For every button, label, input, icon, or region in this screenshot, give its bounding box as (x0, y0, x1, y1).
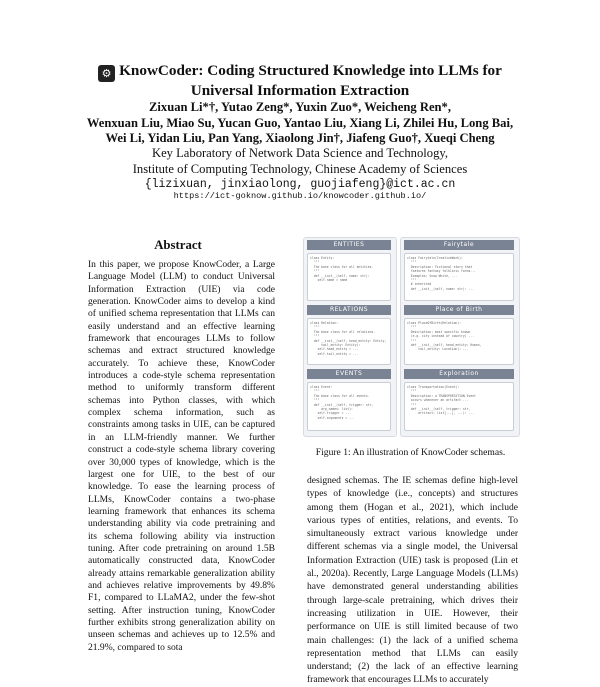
figure-1 (303, 237, 518, 437)
authors-line-2: Wenxuan Liu, Miao Su, Yucan Guo, Yantao Liu, Xiang Li, Zhilei Hu, Long Bai, (86, 115, 514, 130)
affiliation-line-1: Key Laboratory of Network Data Science and Technology, (151, 146, 448, 160)
code-box-relation: class Relation: """ The base class for all relations. """ def __init__(self, head_entity: Entity, tail_entity: Entity): self.head_entity = ... self.tail_entity = ... (307, 318, 391, 365)
figure-header-entities: ENTITIES (307, 240, 391, 250)
authors-line-3: Wei Li, Yidan Liu, Pan Yang, Xiaolong Jin†, Jiafeng Guo†, Xueqi Cheng (105, 131, 495, 145)
affiliation (0, 146, 600, 193)
figure-header-fairytale: Fairytale (404, 240, 514, 250)
affiliation-line-2: Institute of Computing Technology, Chinese Academy of Sciences (132, 161, 468, 176)
authors-line-1: Zixuan Li*†, Yutao Zeng*, Yuxin Zuo*, Weicheng Ren*, (149, 100, 451, 114)
code-box-entity: class Entity: """ The base class for all entities. """ def __init__(self, name: str): self.name = name (307, 253, 391, 301)
abstract-text: In this paper, we propose KnowCoder, a Large Language Model (LLM) to conduct Universal Information Extraction (UIE) via code generation. KnowCoder aims to develop a kind of unified schema representation that LLMs can easily understand and an effective learning framework that encourages LLMs to follow schemas and extract structured knowledge accurately. To achieve these, KnowCoder introduces a code-style schema representation method to uniformly transform different schemas into Python classes, with which complex schema information, such as constraints among tasks in UIE, can be captured in an LLM-friendly manner. We further construct a code-style schema library covering over 30,000 types of knowledge, which is the largest one for UIE, to the best of our knowledge. To ease the learning process of LLMs, KnowCoder contains a two-phase learning framework that enhances its schema understanding ability via code pretraining and its schema following ability via instruction tuning. After code pretraining on around 1.5B automatically constructed data, KnowCoder already attains remarkable generalization ability and achieves relative improvements by 49.8% F1, compared to LLaMA2, under the few-shot setting. After instruction tuning, KnowCoder further exhibits strong generalization ability on unseen schemas and achieves up to 12.5% and 21.9%, compared to sota (88, 259, 275, 653)
code-box-event: class Event: """ The base class for all events. """ def __init__(self, trigger: str, arg_names: list): self.trigger = ... self.arguments = ... (307, 382, 391, 431)
code-box-fairytale: class Fairytale(CreativeWork): """ Description: Fictional story that features fantasy folkloric forms... Examples: Snow White, ... """ # inherited def __init__(self, name: str): ... (404, 253, 514, 301)
title-line-2: Universal Information Extraction (190, 82, 410, 99)
author-emails: {lizixuan, jinxiaolong, guojiafeng}@ict.ac.cn (144, 178, 456, 191)
paper-title (0, 62, 600, 100)
figure-header-exploration: Exploration (404, 369, 514, 379)
knowcoder-logo-icon: ⚙ (98, 65, 115, 82)
title-line-1: KnowCoder: Coding Structured Knowledge into LLMs for (119, 62, 502, 79)
intro-body-text: designed schemas. The IE schemas define high-level types of knowledge (i.e., concepts) and structures among them (Hogan et al., 2021), which include various types of entities, relations, and events. To simultaneously extract various knowledge under different schemas via a single model, the Universal Information Extraction (UIE) task is proposed (Lin et al., 2020a). Recently, Large Language Models (LLMs) have demonstrated general understanding abilities through large-scale pretraining, which drives their increasing utilization in UIE. However, their performance on UIE is still limited because of two main challenges: (1) the lack of a unified schema representation method that LLMs can easily understand; (2) the lack of an effective learning framework that encourages LLMs to accurately (307, 475, 518, 686)
project-url[interactable]: https://ict-goknow.github.io/knowcoder.github.io/ (173, 191, 427, 201)
author-list (0, 100, 600, 147)
abstract-heading: Abstract (154, 238, 202, 252)
figure-header-relations: RELATIONS (307, 305, 391, 315)
figure-header-place-of-birth: Place of Birth (404, 305, 514, 315)
figure-header-events: EVENTS (307, 369, 391, 379)
figure-caption: Figure 1: An illustration of KnowCoder schemas. (315, 447, 506, 458)
code-box-exploration: class Transportation(Event): """ Description: a TRANSPORTATION Event occurs whenever an artifact ... """ def __init__(self, trigger: str, artifact: list[...], ...): ... (404, 382, 514, 431)
code-box-place-of-birth: class PlaceOfBirth(Relation): """ Description: most specific known (e.g. city instead of country) ... """ def __init__(self, head_entity: Human, tail_entity: Location): ... (404, 318, 514, 365)
